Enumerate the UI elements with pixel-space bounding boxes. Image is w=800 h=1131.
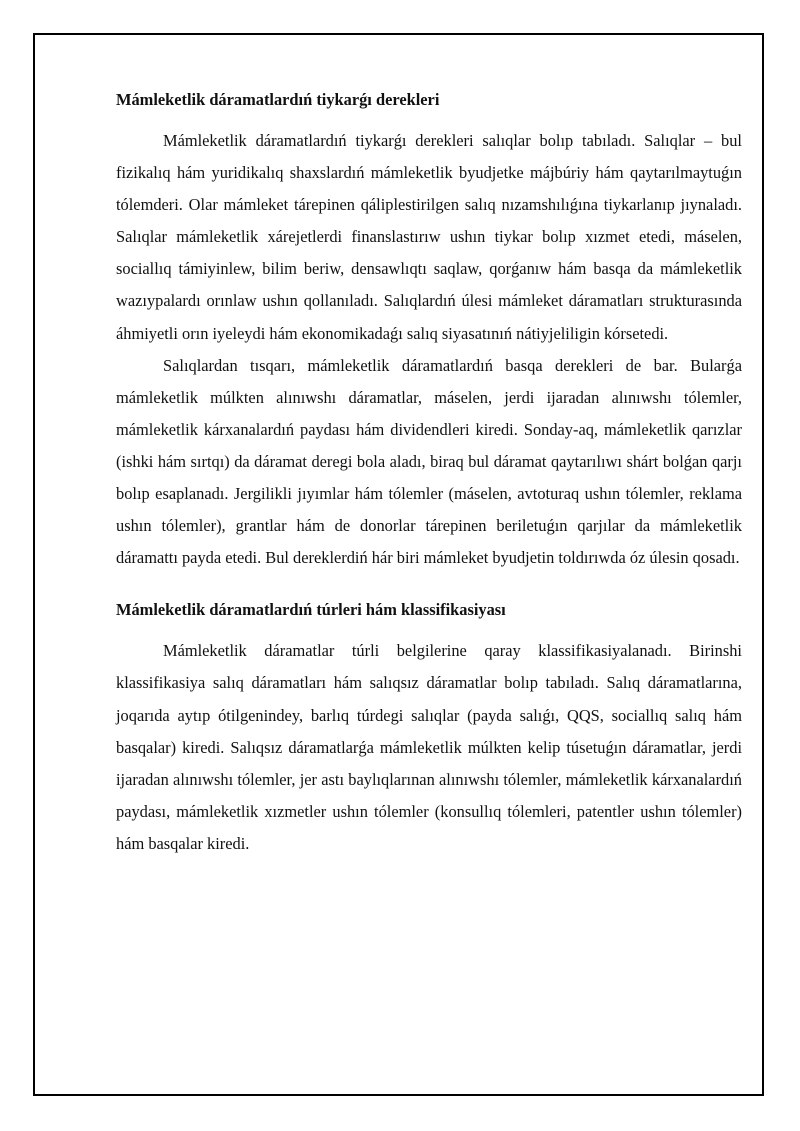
paragraph-taxes: Mámleketlik dáramatlardıń tiykarǵı derekleri salıqlar bolıp tabıladı. Salıqlar – bul fizikalıq hám yuridikalıq shaxslardıń mámleketlik byudjetke májbúriy hám qaytarılmaytuǵın tólemderi. Olar mámleket tárepinen qáliplestirilgen salıq nızamshılıǵına tiykarlanıp jıynaladı. Salıqlar mámleketlik xárejetlerdi finanslastırıw ushın tiykar bolıp xızmet etedi, máselen, sociallıq támiyinlew, bilim beriw, densawlıqtı saqlaw, qorǵanıw hám basqa da mámleketlik wazıypalardı orınlaw ushın qollanıladı. Salıqlardıń úlesi mámleket dáramatları strukturasında áhmiyetli orın iyeleydi hám ekonomikadaǵı salıq siyasatınıń nátiyjeliligin kórsetedi. (116, 131, 742, 343)
section-heading-main-sources: Mámleketlik dáramatlardıń tiykarǵı derekleri (116, 90, 440, 109)
section-heading-classification: Mámleketlik dáramatlardıń túrleri hám klassifikasiyası (116, 600, 506, 620)
paragraph-other-sources: Salıqlardan tısqarı, mámleketlik dáramatlardıń basqa derekleri de bar. Bularǵa mámleketlik múlkten alınıwshı dáramatlar, máselen, jerdi ijaradan alınıwshı tólemler, mámleketlik kárxanalardıń paydası hám dividendleri kiredi. Sonday-aq, mámleketlik qarızlar (ishki hám sırtqı) da dáramat deregi bola aladı, biraq bul dáramat qaytarılıwı shárt bolǵan qarjı bolıp esaplanadı. Jergilikli jıyımlar hám tólemler (máselen, avtoturaq ushın tólemler, reklama ushın tólemler), grantlar hám de donorlar tárepinen beriletuǵın qarjılar da mámleketlik dáramattı payda etedi. Bul dereklerdiń hár biri mámleket byudjetin toldırıwda óz úlesin qosadı. (116, 355, 742, 568)
document-body (116, 84, 742, 860)
paragraph-classification: Mámleketlik dáramatlar túrli belgilerine qaray klassifikasiyalanadı. Birinshi klassifikasiya salıq dáramatları hám salıqsız dáramatlar bolıp tabıladı. Salıq dáramatlarına, joqarıda aytıp ótilgenindey, barlıq túrdegi salıqlar (payda salıǵı, QQS, sociallıq salıq hám basqalar) kiredi. Salıqsız dáramatlarǵa mámleketlik múlkten kelip túsetuǵın dáramatlar, jerdi ijaradan alınıwshı tólemler, jer astı baylıqlarınan alınıwshı tólemler, mámleketlik kárxanalardıń paydası, mámleketlik xızmetler ushın tólemler (konsullıq tólemleri, patentler ushın tólemler) hám basqalar kiredi. (116, 641, 742, 853)
